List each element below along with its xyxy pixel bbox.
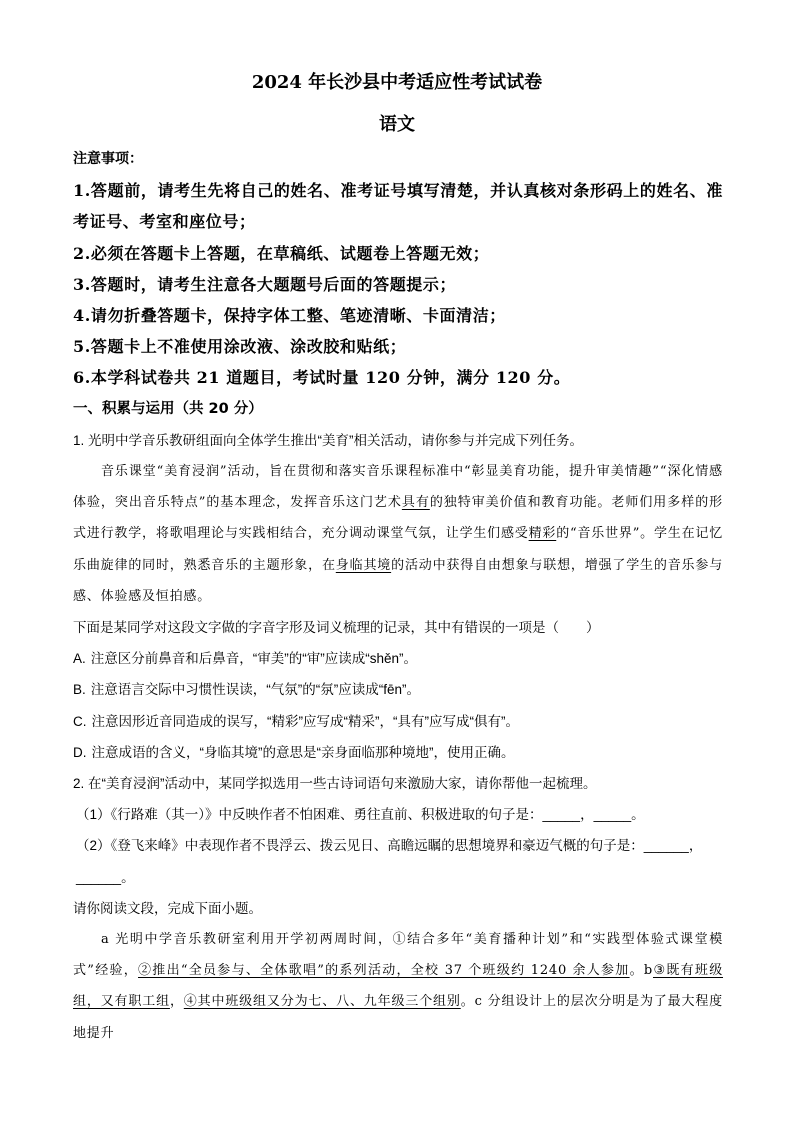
option-c xyxy=(73,706,723,737)
passage-text: 的独特审美价值和教育功能。老师们用多样的形式进行教学，将歌唱理论与实践相结合，充分调动课堂气氛，让学生们感受 xyxy=(73,495,723,542)
passage-text: ， xyxy=(169,994,184,1010)
answer-blank: _____ xyxy=(593,807,632,823)
separator: ， xyxy=(688,838,703,854)
end-mark: 。 xyxy=(121,869,135,885)
passage-text: 的活动中获得自由想象与联想，增强了学生的音乐参与感、体验感及恒拍感。 xyxy=(73,557,724,604)
option-label: A. xyxy=(73,651,86,667)
option-label: C. xyxy=(73,713,87,729)
underlined-word: 身临其境 xyxy=(335,557,392,573)
option-label: D. xyxy=(73,744,87,760)
option-text: 注意因形近音同造成的误写，“精彩”应写成“精采”，“具有”应写成“俱有”。 xyxy=(91,713,519,729)
exam-title: 2024 年长沙县中考适应性考试试卷 xyxy=(251,72,543,93)
separator: ， xyxy=(580,807,594,823)
option-text: 注意语言交际中习惯性误读，“气氛”的“氛”应读成“fēn”。 xyxy=(90,682,421,698)
underlined-sentence: ②推出“全员参与、全体歌唱”的系列活动，全校 37 个班级约 1240 余人参加 xyxy=(138,963,630,979)
passage-text: a 光明中学音乐教研室利用开学初两周时间，①结合多年“美育播种计划”和“实践型体验式课堂模式”经验， xyxy=(73,932,723,979)
option-label: B. xyxy=(73,682,86,698)
section-heading: 一、积累与运用（共 20 分） xyxy=(73,400,263,417)
underlined-sentence: ④其中班级组又分为七、八、九年级三个组别 xyxy=(183,994,461,1010)
question-2-item-2 xyxy=(73,830,723,892)
passage-text: 。b xyxy=(629,963,653,979)
passage-text: 音乐课堂“美育浸润”活动，旨在贯彻和落实音乐课程标准中“彰显美育功能，提升审美情趣”“深化情感体验，突出音乐特点”的基本理念，发挥音乐这门艺术 xyxy=(73,464,723,511)
question-1-prompt: 1. 光明中学音乐教研组面向全体学生推出“美育”相关活动，请你参与并完成下列任务。 xyxy=(73,432,583,448)
notice-item-6: 6.本学科试卷共 21 道题目，考试时量 120 分钟，满分 120 分。 xyxy=(73,368,571,388)
answer-blank: ______ xyxy=(643,838,689,854)
reading-instruction: 请你阅读文段，完成下面小题。 xyxy=(73,900,262,916)
underlined-sentence: ③既有班级组，又有职工组 xyxy=(73,963,724,1010)
item-text: （1）《行路难（其一）》中反映作者不怕困难、勇往直前、积极进取的句子是： xyxy=(76,807,543,823)
question-1-passage xyxy=(73,456,723,612)
passage-text: 。c 分组设计上的层次分明是为了最大程度地提升 xyxy=(73,994,723,1041)
notice-item-1: 1.答题前，请考生先将自己的姓名、准考证号填写清楚，并认真核对条形码上的姓名、准考证号、考室和座位号； xyxy=(73,181,723,232)
answer-blank: ______ xyxy=(76,869,122,885)
notice-item-4: 4.请勿折叠答题卡，保持字体工整、笔迹清晰、卡面清洁； xyxy=(73,306,506,326)
notice-item-3: 3.答题时，请考生注意各大题题号后面的答题提示； xyxy=(73,274,457,294)
exam-content xyxy=(73,144,723,1049)
subject-title: 语文 xyxy=(379,114,415,135)
reading-passage xyxy=(73,924,723,1049)
option-text: 注意区分前鼻音和后鼻音，“审美”的“审”应读成“shěn”。 xyxy=(90,651,418,667)
item-text: （2）《登飞来峰》中表现作者不畏浮云、拨云见日、高瞻远瞩的思想境界和豪迈气概的句子是： xyxy=(76,838,644,854)
answer-blank: _____ xyxy=(542,807,581,823)
option-a xyxy=(73,643,723,674)
option-text: 注意成语的含义，“身临其境”的意思是“亲身面临那种境地”，使用正确。 xyxy=(91,744,515,760)
option-d xyxy=(73,737,723,768)
option-b xyxy=(73,674,723,705)
notice-item-5: 5.答题卡上不准使用涂改液、涂改胶和贴纸； xyxy=(73,337,407,357)
question-1-stem: 下面是某同学对这段文字做的字音字形及词义梳理的记录，其中有错误的一项是（ ） xyxy=(73,620,600,636)
question-2-prompt: 2. 在“美育浸润”活动中，某同学拟选用一些古诗词语句来激励大家，请你帮他一起梳理。 xyxy=(73,776,597,792)
passage-text: 的“音乐世界”。学生在记忆乐曲旋律的同时，熟悉音乐的主题形象，在 xyxy=(73,526,723,573)
end-mark: 。 xyxy=(631,807,645,823)
notice-item-2: 2.必须在答题卡上答题，在草稿纸、试题卷上答题无效； xyxy=(73,243,490,263)
question-2-item-1 xyxy=(73,799,723,830)
underlined-word: 精彩 xyxy=(528,526,557,542)
underlined-word: 具有 xyxy=(401,495,430,511)
notice-heading: 注意事项： xyxy=(73,151,143,167)
